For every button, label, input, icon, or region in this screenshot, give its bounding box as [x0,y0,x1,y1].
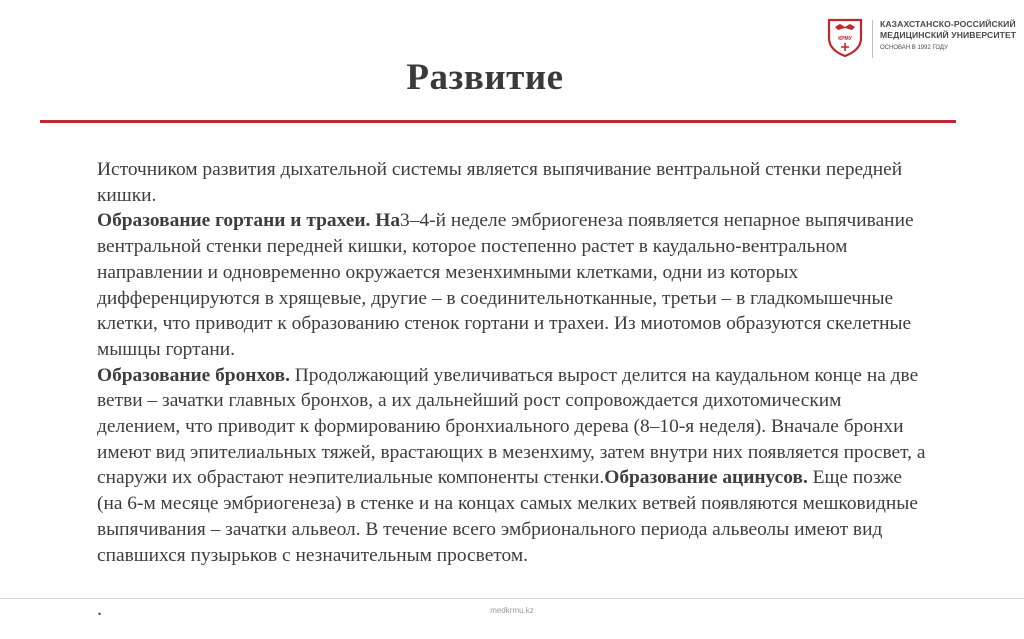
slide-title: Развитие [406,57,564,98]
bronchi-heading: Образование бронхов. [97,364,290,386]
content-paragraph [97,208,927,568]
intro-paragraph: Источником развития дыхательной системы является выпячивание вентральной стенки передней кишки. [97,159,903,206]
logo-divider [872,20,873,58]
slide-body [97,157,927,568]
acini-heading: Образование ацинусов. [604,467,808,489]
larynx-heading: Образование гортани и трахеи. На [97,210,401,232]
logo-mark-text: КРМУ [838,36,852,42]
footer-site: medkrmu.kz [490,606,534,615]
larynx-text: 3–4-й неделе эмбриогенеза появляется непарное выпячивание вентральной стенки передней кишки, которое постепенно растет в каудально-вентральном направлении и одновременно окружается мезенхимными клетками, одни из которых дифференцируются в хрящевые, другие – в соединительнотканные, третьи – в гладкомышечные клетки, что приводит к образованию стенок гортани и трахеи. Из миотомов образуются скелетные мышцы гортани. [97,210,914,360]
university-founded: ОСНОВАН В 1992 ГОДУ [880,45,948,51]
trailing-dot: . [97,598,102,620]
university-name [880,19,1016,52]
footer-divider [0,598,1024,599]
university-name-line1: КАЗАХСТАНСКО-РОССИЙСКИЙ [880,19,1016,29]
acini-text: Еще позже (на 6-м месяце эмбриогенеза) в стенке и на концах самых мелких ветвей появляются мешковидные выпячивания – зачатки альвеол. В течение всего эмбрионального периода альвеолы имеют вид спавшихся пузырьков с незначительным просветом. [97,467,918,566]
bronchi-text: Продолжающий увеличиваться вырост делится на каудальном конце на две ветви – зачатки главных бронхов, а их дальнейший рост сопровождается дихотомическим делением, что приводит к формированию бронхиального дерева (8–10-я неделя). Вначале бронхи имеют вид эпителиальных тяжей, врастающих в мезенхиму, затем внутри них появляется просвет, а снаружи их обрастают неэпителиальные компоненты стенки. [97,364,926,489]
title-divider [40,120,956,123]
university-name-line2: МЕДИЦИНСКИЙ УНИВЕРСИТЕТ [880,30,1017,40]
university-shield-icon [826,16,864,58]
